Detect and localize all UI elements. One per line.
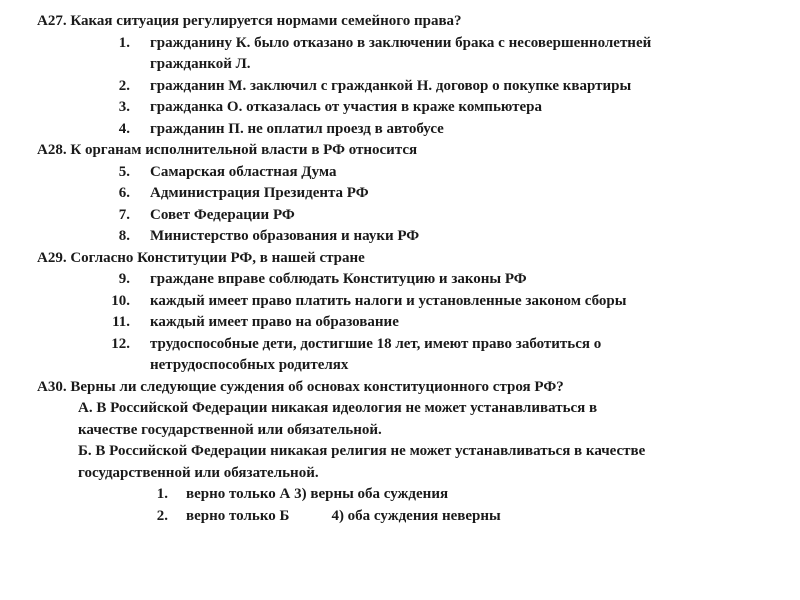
- answer-number: 1.: [156, 486, 168, 502]
- option-text: трудоспособные дети, достигшие 18 лет, имеют право заботиться о: [150, 335, 602, 352]
- option-text: гражданину К. было отказано в заключении брака с несовершеннолетней: [150, 34, 652, 51]
- option-text: Министерство образования и науки РФ: [150, 228, 420, 244]
- option-11: [0, 312, 800, 334]
- answer-alt-text: 3) верны оба суждения: [294, 486, 449, 502]
- answer-2: [0, 506, 800, 528]
- option-number: 10.: [111, 292, 130, 309]
- option-text: каждый имеет право на образование: [150, 314, 399, 330]
- option-12-continued: нетрудоспособных родителях: [150, 357, 349, 373]
- option-number: 5.: [118, 163, 130, 180]
- question-a27-title: А27. Какая ситуация регулируется нормами семейного права?: [37, 13, 462, 29]
- option-number: 9.: [118, 271, 130, 287]
- option-number: 12.: [111, 335, 130, 352]
- option-2: [0, 76, 800, 98]
- option-text: Самарская областная Дума: [150, 163, 337, 180]
- option-number: 11.: [112, 314, 130, 330]
- test-page: [0, 11, 800, 527]
- option-7: [0, 205, 800, 227]
- answer-1: [0, 484, 800, 506]
- option-text: гражданин М. заключил с гражданкой Н. договор о покупке квартиры: [150, 77, 632, 94]
- option-number: 2.: [118, 77, 130, 94]
- question-a30-title: А30. Верны ли следующие суждения об основах конституционного строя РФ?: [37, 378, 564, 395]
- option-5: [0, 162, 800, 184]
- option-3: [0, 97, 800, 119]
- option-text: Администрация Президента РФ: [150, 185, 369, 201]
- statement-b-line1: Б. В Российской Федерации никакая религия не может устанавливаться в качестве: [78, 443, 646, 459]
- option-number: 7.: [118, 206, 130, 223]
- option-text: каждый имеет право платить налоги и установленные законом сборы: [150, 292, 627, 309]
- statement-a-line1: А. В Российской Федерации никакая идеология не может устанавливаться в: [78, 400, 598, 416]
- option-number: 1.: [118, 34, 130, 51]
- answer-number: 2.: [156, 507, 168, 524]
- answer-text: верно только Б: [186, 507, 290, 524]
- option-12: [0, 334, 800, 356]
- option-6: [0, 183, 800, 205]
- statement-b-line2: государственной или обязательной.: [78, 464, 319, 481]
- option-number: 4.: [118, 120, 130, 137]
- answer-text: верно только А: [186, 486, 291, 502]
- question-a28-title: А28. К органам исполнительной власти в РФ относится: [37, 142, 418, 158]
- option-text: гражданка О. отказалась от участия в краже компьютера: [150, 99, 543, 115]
- option-number: 6.: [118, 185, 130, 201]
- option-text: граждане вправе соблюдать Конституцию и законы РФ: [150, 271, 527, 287]
- option-4: [0, 119, 800, 141]
- option-text: гражданин П. не оплатил проезд в автобусе: [150, 120, 444, 137]
- option-number: 3.: [118, 99, 130, 115]
- answer-alt-text: 4) оба суждения неверны: [331, 507, 501, 524]
- option-9: [0, 269, 800, 291]
- option-8: [0, 226, 800, 248]
- option-1-continued: гражданкой Л.: [150, 56, 251, 72]
- option-number: 8.: [118, 228, 130, 244]
- option-10: [0, 291, 800, 313]
- option-1: [0, 33, 800, 55]
- statement-a-line2: качестве государственной или обязательной.: [78, 421, 382, 438]
- question-a29-title: А29. Согласно Конституции РФ, в нашей стране: [37, 249, 365, 266]
- option-text: Совет Федерации РФ: [150, 206, 295, 223]
